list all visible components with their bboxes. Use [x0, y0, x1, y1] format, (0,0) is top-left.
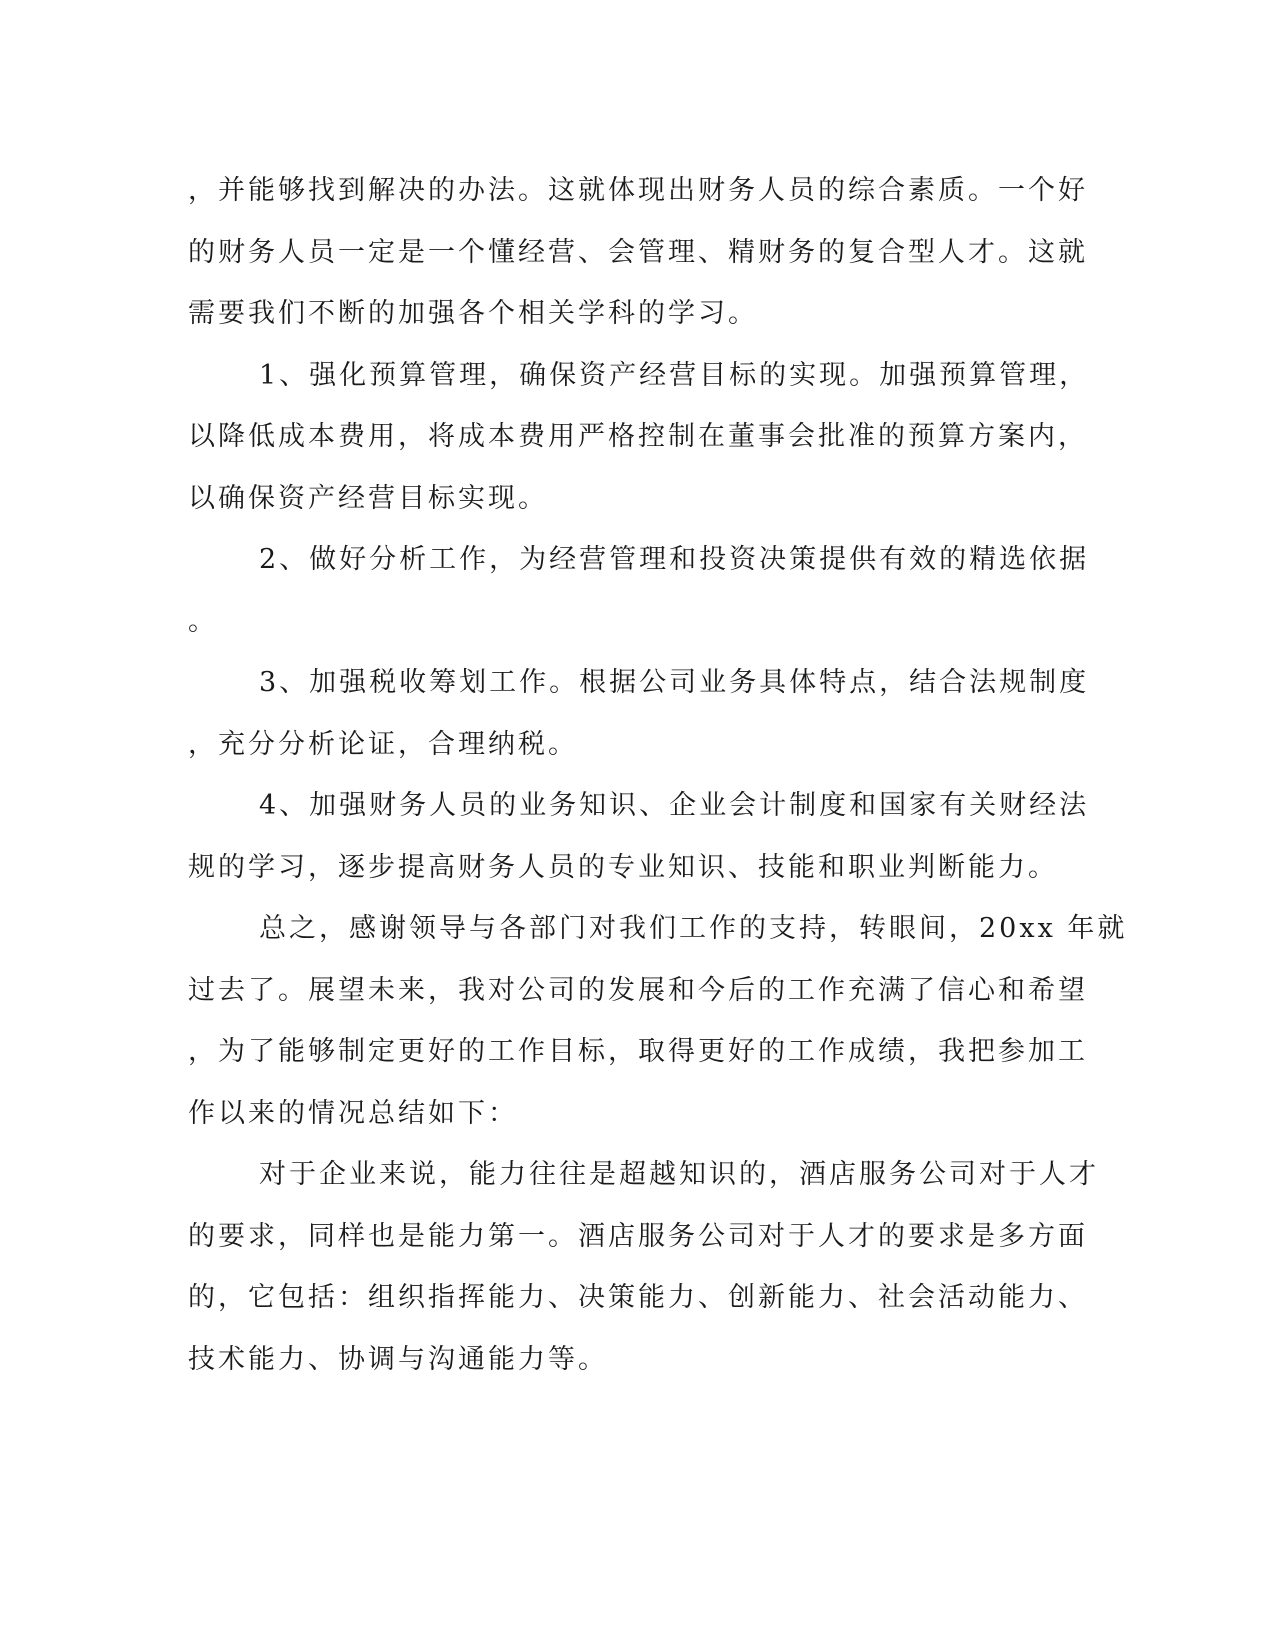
text-line: ，充分分析论证，合理纳税。 [188, 728, 578, 760]
text-line: 对于企业来说，能力往往是超越知识的，酒店服务公司对于人才 [259, 1159, 1099, 1190]
text-line: 需要我们不断的加强各个相关学科的学习。 [188, 298, 758, 329]
text-line: 2、做好分析工作，为经营管理和投资决策提供有效的精选依据 [259, 544, 1090, 575]
text-line: 的，它包括：组织指挥能力、决策能力、创新能力、社会活动能力、 [188, 1282, 1088, 1313]
text-line: 1、强化预算管理，确保资产经营目标的实现。加强预算管理， [259, 359, 1090, 391]
text-line: 4、加强财务人员的业务知识、企业会计制度和国家有关财经法 [259, 790, 1090, 821]
text-line: 作以来的情况总结如下： [188, 1097, 518, 1129]
text-line: 3、加强税收筹划工作。根据公司业务具体特点，结合法规制度 [259, 667, 1090, 698]
text-line: 规的学习，逐步提高财务人员的专业知识、技能和职业判断能力。 [188, 851, 1058, 883]
body-text [188, 160, 1128, 1390]
text-line: ，为了能够制定更好的工作目标，取得更好的工作成绩，我把参加工 [188, 1036, 1088, 1067]
text-line: 的财务人员一定是一个懂经营、会管理、精财务的复合型人才。这就 [188, 236, 1088, 268]
text-line: ，并能够找到解决的办法。这就体现出财务人员的综合素质。一个好 [188, 175, 1088, 206]
text-line: 过去了。展望未来，我对公司的发展和今后的工作充满了信心和希望 [188, 974, 1088, 1006]
text-line: 。 [188, 605, 218, 637]
text-line: 的要求，同样也是能力第一。酒店服务公司对于人才的要求是多方面 [188, 1220, 1088, 1252]
text-line: 技术能力、协调与沟通能力等。 [188, 1343, 608, 1375]
text-line: 以确保资产经营目标实现。 [188, 482, 548, 514]
text-line: 总之，感谢领导与各部门对我们工作的支持，转眼间，20xx 年就 [259, 913, 1128, 944]
text-line: 以降低成本费用，将成本费用严格控制在董事会批准的预算方案内， [188, 421, 1088, 452]
